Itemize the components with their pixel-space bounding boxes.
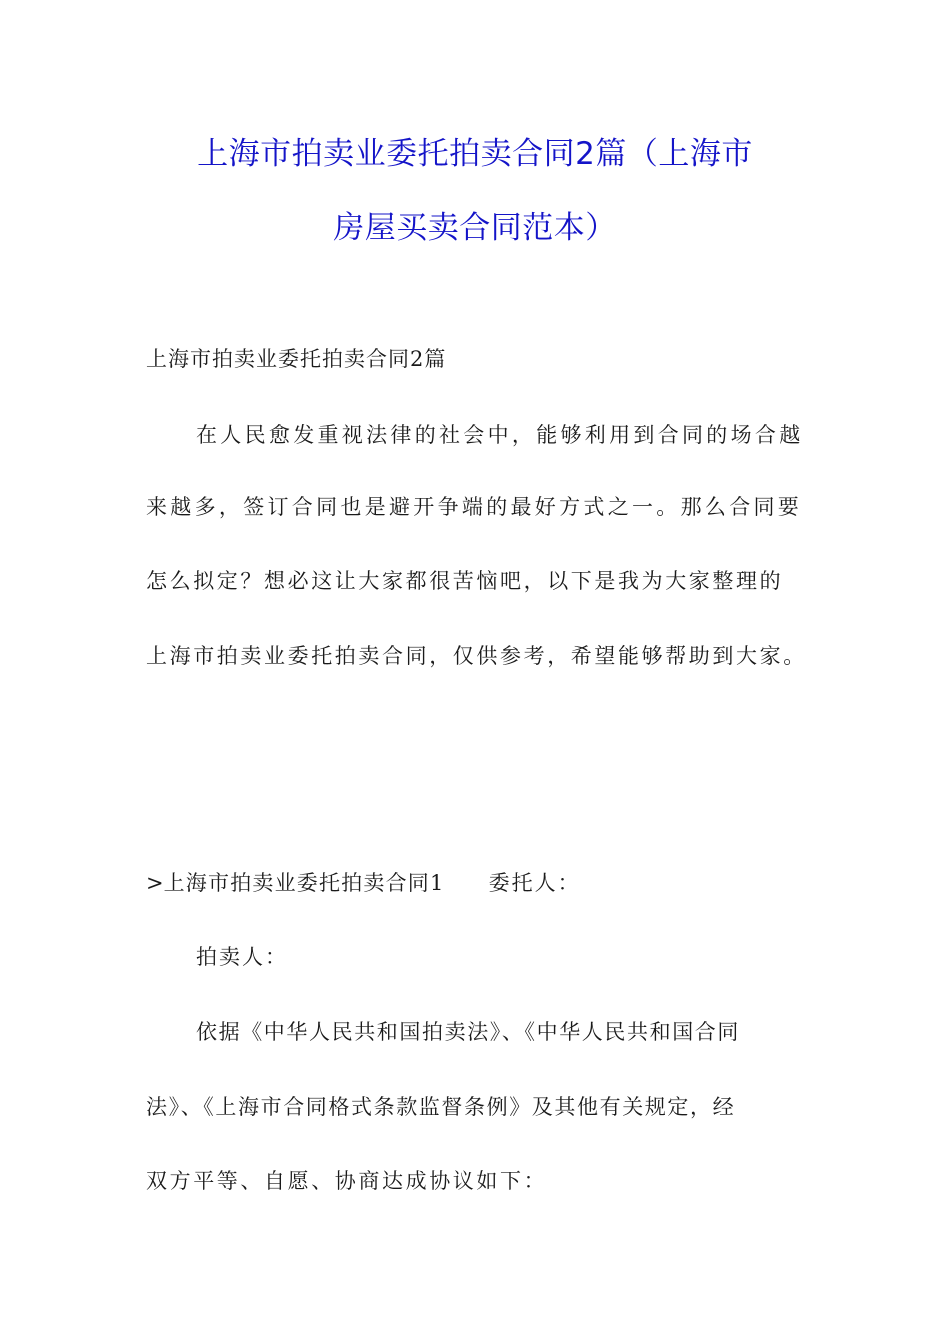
section-marker: > — [146, 871, 164, 895]
auctioneer-label: 拍卖人： — [196, 945, 288, 969]
document-subtitle: 上海市拍卖业委托拍卖合同2篇 — [146, 347, 447, 371]
intro-paragraph-line-1: 在人民愈发重视法律的社会中，能够利用到合同的场合越 — [196, 423, 804, 447]
document-title-line-1: 上海市拍卖业委托拍卖合同2篇（上海市 — [197, 136, 753, 172]
intro-paragraph-line-4: 上海市拍卖业委托拍卖合同，仅供参考，希望能够帮助到大家。 — [146, 644, 807, 668]
client-label: 委托人： — [488, 871, 581, 895]
contract-section-heading — [146, 868, 581, 898]
body-paragraph-line-1: 依据《中华人民共和国拍卖法》、《中华人民共和国合同 — [196, 1020, 740, 1044]
section-heading-text: 上海市拍卖业委托拍卖合同1 — [163, 871, 445, 895]
body-paragraph-line-3: 双方平等、自愿、协商达成协议如下： — [146, 1169, 548, 1193]
document-title-line-2: 房屋买卖合同范本） — [333, 210, 617, 246]
intro-paragraph-line-2: 来越多，签订合同也是避开争端的最好方式之一。那么合同要 — [146, 495, 803, 519]
body-paragraph-line-2: 法》、《上海市合同格式条款监督条例》及其他有关规定，经 — [146, 1095, 736, 1119]
intro-paragraph-line-3: 怎么拟定？想必这让大家都很苦恼吧，以下是我为大家整理的 — [146, 569, 784, 593]
